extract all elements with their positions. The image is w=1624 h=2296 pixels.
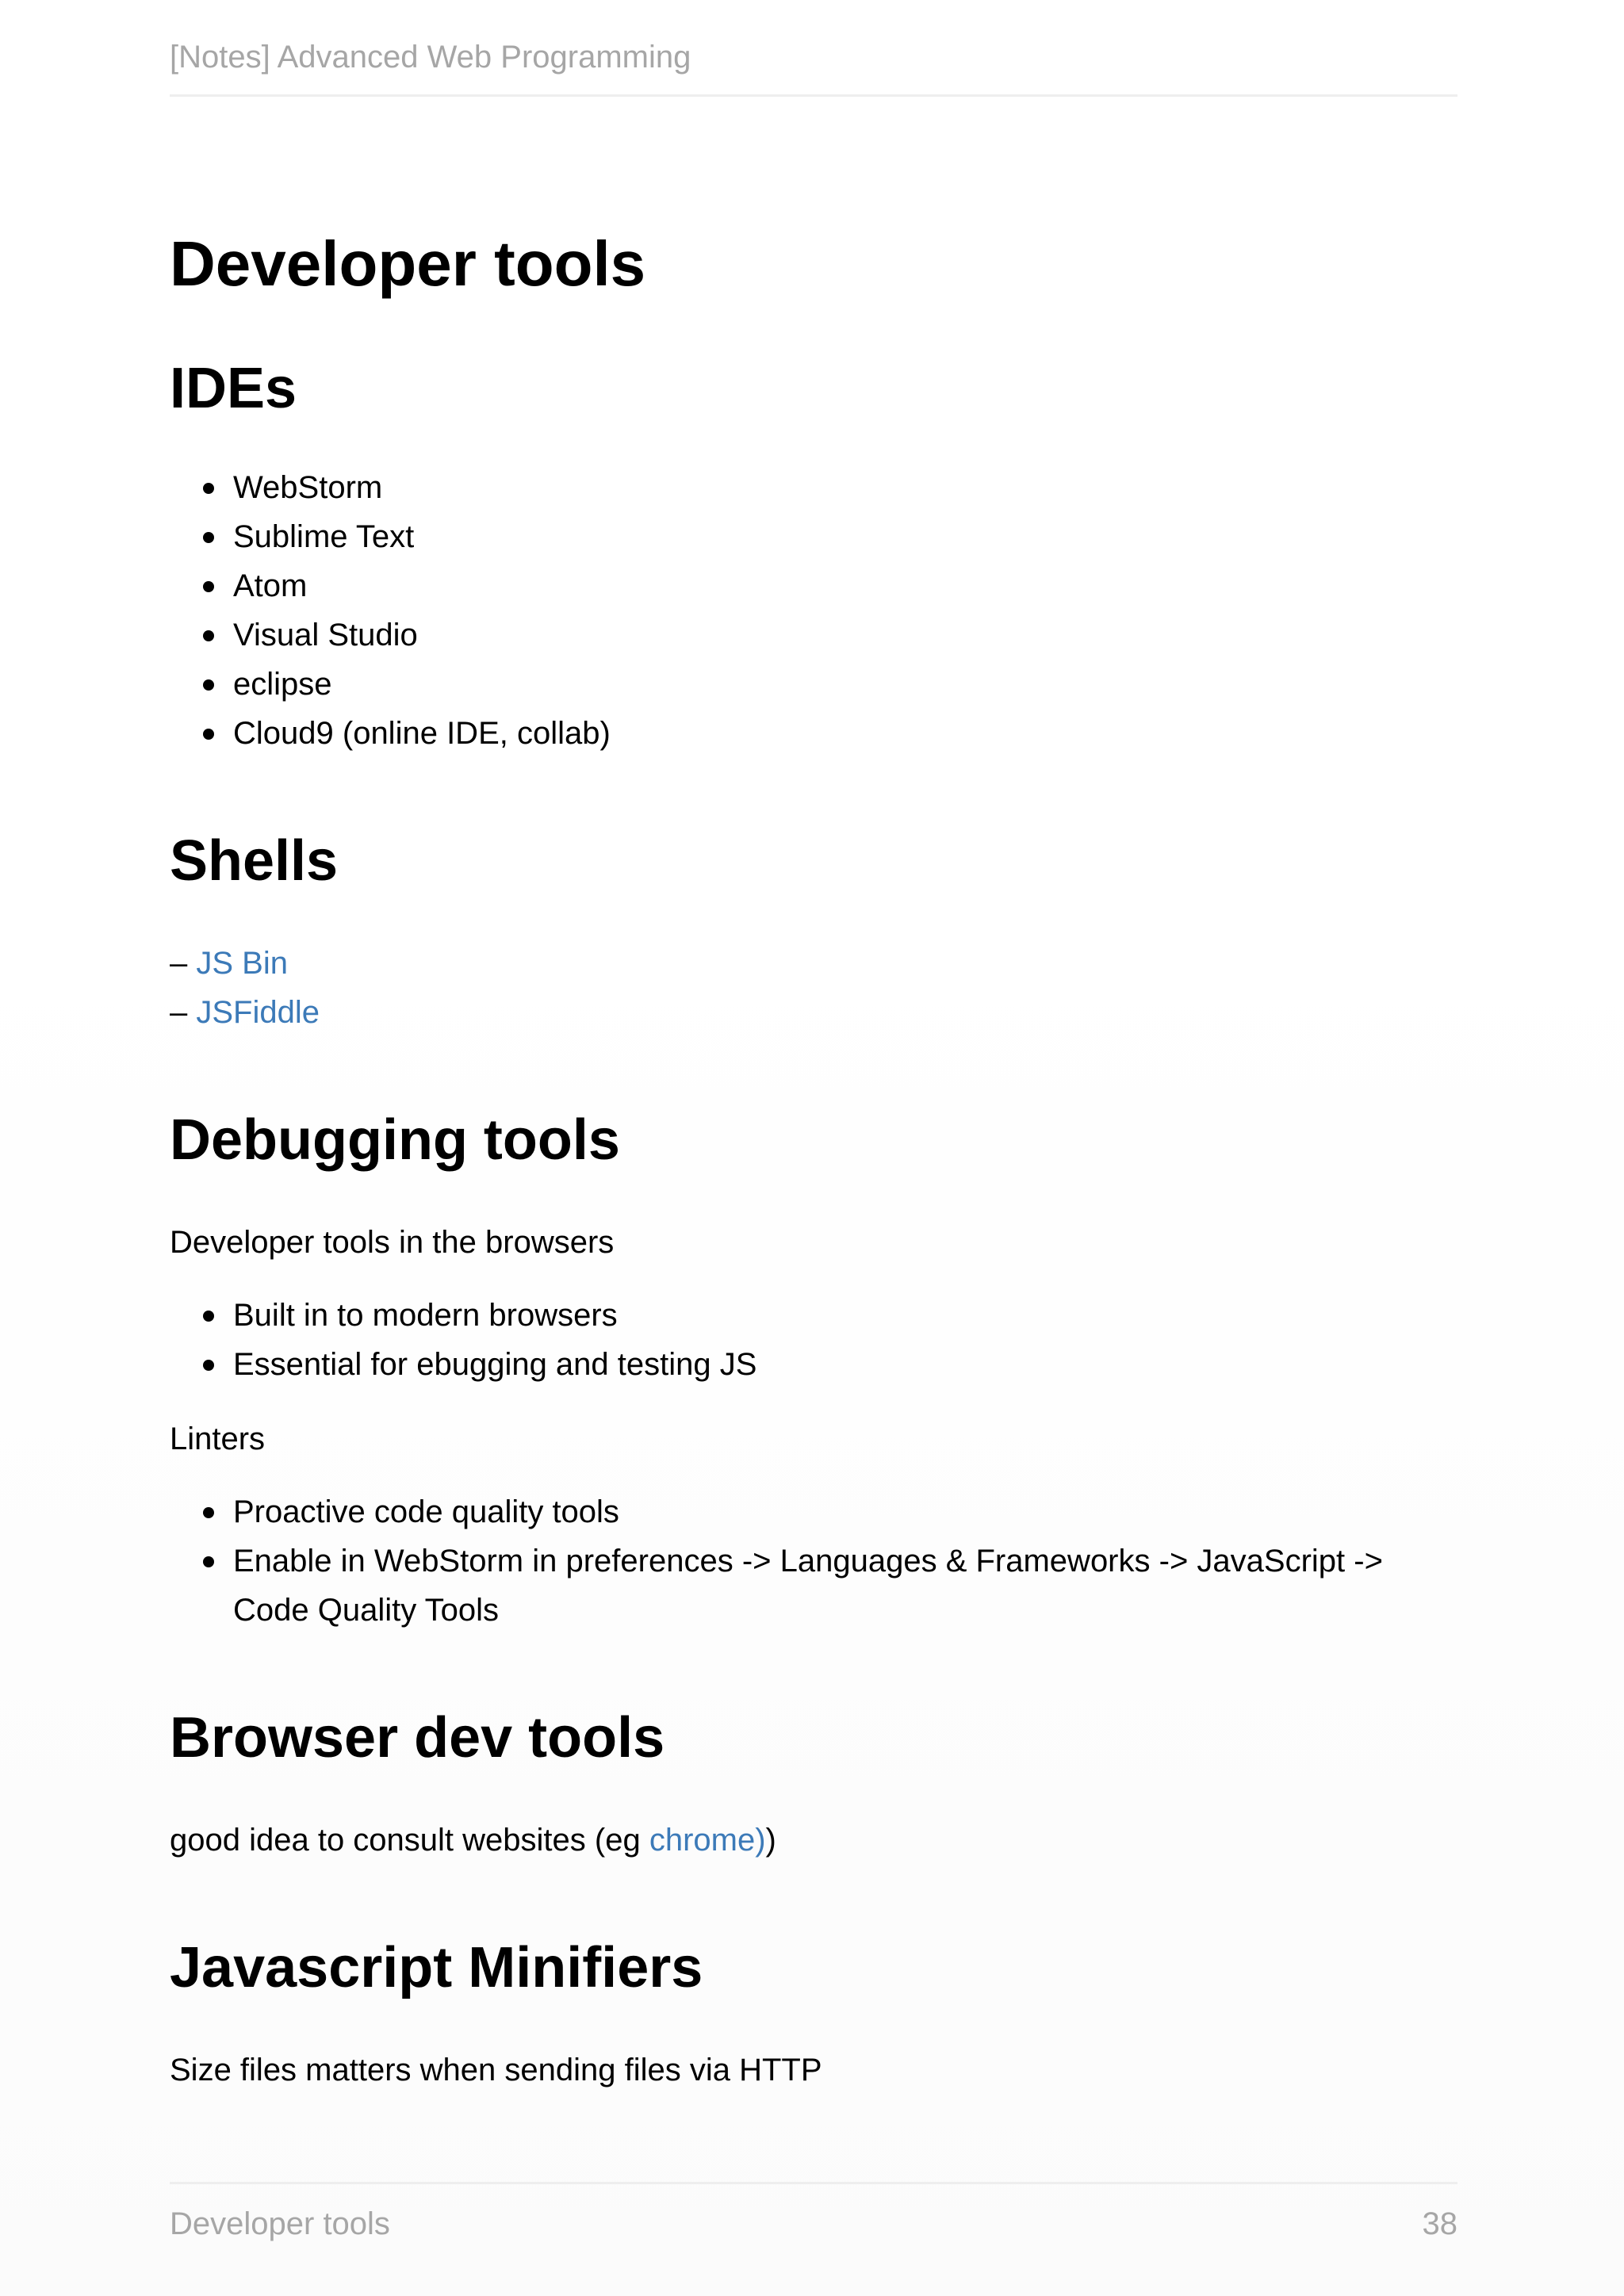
page-title: Developer tools bbox=[170, 228, 646, 299]
ides-list bbox=[170, 463, 1457, 758]
jsbin-link[interactable]: JS Bin bbox=[196, 946, 288, 981]
browser-dev-text-before: good idea to consult websites (eg bbox=[170, 1823, 649, 1858]
list-item: Proactive code quality tools bbox=[233, 1487, 1457, 1536]
chrome-link[interactable]: chrome) bbox=[649, 1823, 766, 1858]
shell-line bbox=[170, 988, 1457, 1037]
dash: – bbox=[170, 995, 188, 1030]
page-content bbox=[170, 212, 1457, 2095]
list-item: Visual Studio bbox=[233, 610, 1457, 660]
list-item: eclipse bbox=[233, 660, 1457, 709]
section-heading-shells: Shells bbox=[170, 829, 339, 893]
section-heading-minifiers: Javascript Minifiers bbox=[170, 1936, 703, 1999]
page-number: 38 bbox=[1422, 2206, 1457, 2241]
debugging-list bbox=[170, 1291, 1457, 1389]
minifiers-text: Size files matters when sending files via HTTP bbox=[170, 2053, 822, 2087]
list-item: Cloud9 (online IDE, collab) bbox=[233, 709, 1457, 758]
browser-dev-text-after: ) bbox=[765, 1823, 776, 1858]
browser-dev-text bbox=[170, 1816, 1457, 1865]
shells-links bbox=[170, 939, 1457, 1037]
dash: – bbox=[170, 946, 188, 981]
list-item: Built in to modern browsers bbox=[233, 1291, 1457, 1340]
section-heading-ides: IDEs bbox=[170, 357, 297, 420]
section-heading-debugging: Debugging tools bbox=[170, 1108, 620, 1172]
page-footer bbox=[170, 2182, 1457, 2246]
list-item: Sublime Text bbox=[233, 512, 1457, 561]
shell-line bbox=[170, 939, 1457, 988]
list-item: Enable in WebStorm in preferences -> Languages & Frameworks -> JavaScript -> Code Quality Tools bbox=[233, 1536, 1457, 1635]
list-item: WebStorm bbox=[233, 463, 1457, 512]
jsfiddle-link[interactable]: JSFiddle bbox=[196, 995, 320, 1030]
header-title: [Notes] Advanced Web Programming bbox=[170, 40, 691, 75]
page-header bbox=[170, 35, 1457, 97]
list-item: Essential for ebugging and testing JS bbox=[233, 1340, 1457, 1389]
linters-list bbox=[170, 1487, 1457, 1635]
debugging-intro: Developer tools in the browsers bbox=[170, 1225, 615, 1260]
section-heading-browser-dev-tools: Browser dev tools bbox=[170, 1706, 665, 1770]
footer-section-title: Developer tools bbox=[170, 2206, 390, 2241]
list-item: Atom bbox=[233, 561, 1457, 610]
linters-label: Linters bbox=[170, 1422, 266, 1456]
